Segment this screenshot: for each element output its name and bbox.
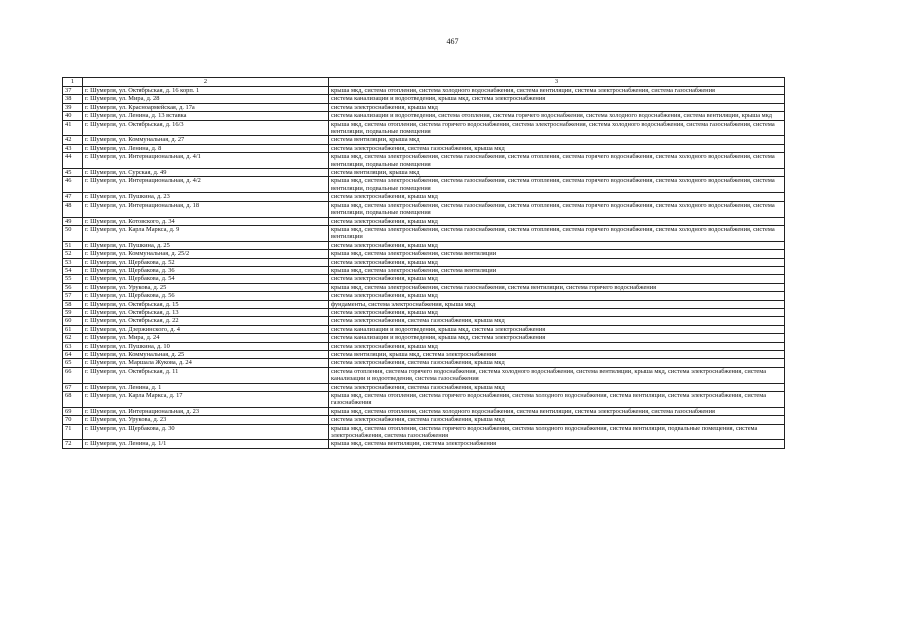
address-cell: г. Шумерля, ул. Ленина, д. 8 <box>83 144 329 152</box>
works-cell: система электроснабжения, крыша мкд <box>329 342 785 350</box>
works-cell: система электроснабжения, система газоснабжения, крыша мкд <box>329 359 785 367</box>
works-cell: система канализации и водоотведения, крыша мкд, система электроснабжения <box>329 95 785 103</box>
works-cell: система электроснабжения, система газоснабжения, крыша мкд <box>329 144 785 152</box>
row-number-cell: 37 <box>63 87 83 95</box>
row-number-cell: 40 <box>63 112 83 120</box>
address-cell: г. Шумерля, ул. Октябрьская, д. 13 <box>83 308 329 316</box>
table-row <box>63 241 785 249</box>
table-row <box>63 112 785 120</box>
table-row <box>63 120 785 136</box>
works-cell: крыша мкд, система отопления, система горячего водоснабжения, система холодного водоснабжения, система вентиляции, подвальные помещения, система электроснабжения, система газоснабжения <box>329 424 785 440</box>
address-cell: г. Шумерля, ул. Коммунальная, д. 25/2 <box>83 250 329 258</box>
page-number: 467 <box>446 37 459 46</box>
works-cell: крыша мкд, система электроснабжения, система газоснабжения, система вентиляции, система горячего водоснабжения <box>329 283 785 291</box>
row-number-cell: 63 <box>63 342 83 350</box>
works-cell: крыша мкд, система электроснабжения, система газоснабжения, система отопления, система горячего водоснабжения, система холодного водоснабжения, система вентиляции <box>329 225 785 241</box>
row-number-cell: 62 <box>63 334 83 342</box>
address-cell: г. Шумерля, ул. Урукова, д. 25 <box>83 283 329 291</box>
address-cell: г. Шумерля, ул. Октябрьская, д. 16 корп. 1 <box>83 87 329 95</box>
table-row <box>63 258 785 266</box>
address-cell: г. Шумерля, ул. Щербакова, д. 36 <box>83 266 329 274</box>
table-row <box>63 359 785 367</box>
table-body <box>63 87 785 449</box>
works-cell: крыша мкд, система отопления, система горячего водоснабжения, система холодного водоснабжения, система вентиляции, система электроснабжения, система газоснабжения <box>329 392 785 408</box>
works-cell: крыша мкд, система электроснабжения, система вентиляции <box>329 266 785 274</box>
row-number-cell: 56 <box>63 283 83 291</box>
address-cell: г. Шумерля, ул. Щербакова, д. 52 <box>83 258 329 266</box>
row-number-cell: 61 <box>63 325 83 333</box>
row-number-cell: 60 <box>63 317 83 325</box>
row-number-cell: 38 <box>63 95 83 103</box>
table-header-row <box>63 78 785 87</box>
header-cell-1: 1 <box>63 78 83 87</box>
table-row <box>63 169 785 177</box>
works-cell: система вентиляции, крыша мкд <box>329 169 785 177</box>
address-cell: г. Шумерля, ул. Сурская, д. 49 <box>83 169 329 177</box>
row-number-cell: 68 <box>63 392 83 408</box>
address-cell: г. Шумерля, ул. Пушкина, д. 25 <box>83 241 329 249</box>
address-cell: г. Шумерля, ул. Пушкина, д. 23 <box>83 193 329 201</box>
works-cell: система электроснабжения, крыша мкд <box>329 308 785 316</box>
address-cell: г. Шумерля, ул. Коммунальная, д. 27 <box>83 136 329 144</box>
address-cell: г. Шумерля, ул. Ленина, д. 1/1 <box>83 440 329 448</box>
works-cell: система канализации и водоотведения, крыша мкд, система электроснабжения <box>329 325 785 333</box>
works-cell: фундаменты, система электроснабжения, крыша мкд <box>329 300 785 308</box>
works-table <box>62 77 785 449</box>
works-cell: крыша мкд, система вентиляции, система электроснабжения <box>329 440 785 448</box>
address-cell: г. Шумерля, ул. Мира, д. 24 <box>83 334 329 342</box>
table-row <box>63 201 785 217</box>
table-row <box>63 266 785 274</box>
address-cell: г. Шумерля, ул. Ленина, д. 1 <box>83 383 329 391</box>
table-row <box>63 95 785 103</box>
works-cell: система электроснабжения, крыша мкд <box>329 193 785 201</box>
address-cell: г. Шумерля, ул. Ленина, д. 13 вставка <box>83 112 329 120</box>
table-row <box>63 325 785 333</box>
works-cell: крыша мкд, система отопления, система холодного водоснабжения, система вентиляции, система электроснабжения, система газоснабжения <box>329 87 785 95</box>
table-row <box>63 275 785 283</box>
works-cell: крыша мкд, система отопления, система горячего водоснабжения, система электроснабжения, система холодного водоснабжения, система газоснабжения, система вентиляции, подвальные помещения <box>329 120 785 136</box>
table-row <box>63 308 785 316</box>
works-cell: крыша мкд, система отопления, система холодного водоснабжения, система вентиляции, система электроснабжения, система газоснабжения <box>329 407 785 415</box>
table-row <box>63 250 785 258</box>
row-number-cell: 65 <box>63 359 83 367</box>
row-number-cell: 64 <box>63 351 83 359</box>
works-cell: крыша мкд, система электроснабжения, система газоснабжения, система отопления, система горячего водоснабжения, система холодного водоснабжения, система вентиляции, подвальные помещения <box>329 153 785 169</box>
works-cell: система электроснабжения, крыша мкд <box>329 217 785 225</box>
address-cell: г. Шумерля, ул. Маршала Жукова, д. 24 <box>83 359 329 367</box>
row-number-cell: 69 <box>63 407 83 415</box>
works-cell: система электроснабжения, крыша мкд <box>329 275 785 283</box>
row-number-cell: 66 <box>63 367 83 383</box>
works-cell: система электроснабжения, система газоснабжения, крыша мкд <box>329 416 785 424</box>
address-cell: г. Шумерля, ул. Урукова, д. 23 <box>83 416 329 424</box>
address-cell: г. Шумерля, ул. Октябрьская, д. 11 <box>83 367 329 383</box>
row-number-cell: 57 <box>63 292 83 300</box>
works-cell: система отопления, система горячего водоснабжения, система холодного водоснабжения, система вентиляции, крыша мкд, система электроснабжения, система канализации и водоотведения, система газоснабжения <box>329 367 785 383</box>
row-number-cell: 51 <box>63 241 83 249</box>
table-row <box>63 225 785 241</box>
table-row <box>63 193 785 201</box>
works-cell: система электроснабжения, система газоснабжения, крыша мкд <box>329 317 785 325</box>
works-cell: система электроснабжения, крыша мкд <box>329 292 785 300</box>
header-cell-2: 2 <box>83 78 329 87</box>
table-row <box>63 153 785 169</box>
table-row <box>63 367 785 383</box>
works-cell: система канализации и водоотведения, система отопления, система горячего водоснабжения, система холодного водоснабжения, система вентиляции, крыша мкд <box>329 112 785 120</box>
works-cell: крыша мкд, система электроснабжения, система газоснабжения, система отопления, система горячего водоснабжения, система холодного водоснабжения, система вентиляции, подвальные помещения <box>329 177 785 193</box>
address-cell: г. Шумерля, ул. Октябрьская, д. 16/3 <box>83 120 329 136</box>
address-cell: г. Шумерля, ул. Котовского, д. 34 <box>83 217 329 225</box>
row-number-cell: 45 <box>63 169 83 177</box>
row-number-cell: 70 <box>63 416 83 424</box>
works-cell: система канализации и водоотведения, крыша мкд, система электроснабжения <box>329 334 785 342</box>
address-cell: г. Шумерля, ул. Интернациональная, д. 23 <box>83 407 329 415</box>
works-cell: крыша мкд, система электроснабжения, система газоснабжения, система отопления, система горячего водоснабжения, система холодного водоснабжения, система вентиляции, подвальные помещения <box>329 201 785 217</box>
table-row <box>63 407 785 415</box>
address-cell: г. Шумерля, ул. Щербакова, д. 56 <box>83 292 329 300</box>
row-number-cell: 42 <box>63 136 83 144</box>
row-number-cell: 43 <box>63 144 83 152</box>
works-cell: система электроснабжения, крыша мкд <box>329 241 785 249</box>
table-row <box>63 136 785 144</box>
table-row <box>63 334 785 342</box>
table-row <box>63 416 785 424</box>
row-number-cell: 52 <box>63 250 83 258</box>
table-row <box>63 292 785 300</box>
address-cell: г. Шумерля, ул. Октябрьская, д. 15 <box>83 300 329 308</box>
row-number-cell: 41 <box>63 120 83 136</box>
works-cell: система вентиляции, крыша мкд <box>329 136 785 144</box>
works-cell: система электроснабжения, система газоснабжения, крыша мкд <box>329 383 785 391</box>
address-cell: г. Шумерля, ул. Карла Маркса, д. 17 <box>83 392 329 408</box>
works-cell: система вентиляции, крыша мкд, система электроснабжения <box>329 351 785 359</box>
address-cell: г. Шумерля, ул. Коммунальная, д. 25 <box>83 351 329 359</box>
table-row <box>63 177 785 193</box>
works-cell: система электроснабжения, крыша мкд <box>329 103 785 111</box>
row-number-cell: 53 <box>63 258 83 266</box>
table-row <box>63 283 785 291</box>
table-row <box>63 424 785 440</box>
row-number-cell: 59 <box>63 308 83 316</box>
row-number-cell: 39 <box>63 103 83 111</box>
address-cell: г. Шумерля, ул. Мира, д. 28 <box>83 95 329 103</box>
address-cell: г. Шумерля, ул. Октябрьская, д. 22 <box>83 317 329 325</box>
table-row <box>63 317 785 325</box>
address-cell: г. Шумерля, ул. Карла Маркса, д. 9 <box>83 225 329 241</box>
address-cell: г. Шумерля, ул. Интернациональная, д. 18 <box>83 201 329 217</box>
table-row <box>63 392 785 408</box>
address-cell: г. Шумерля, ул. Дзержинского, д. 4 <box>83 325 329 333</box>
row-number-cell: 44 <box>63 153 83 169</box>
row-number-cell: 67 <box>63 383 83 391</box>
table-row <box>63 351 785 359</box>
header-cell-3: 3 <box>329 78 785 87</box>
table-row <box>63 217 785 225</box>
row-number-cell: 48 <box>63 201 83 217</box>
address-cell: г. Шумерля, ул. Щербакова, д. 30 <box>83 424 329 440</box>
works-cell: крыша мкд, система электроснабжения, система вентиляции <box>329 250 785 258</box>
table-row <box>63 383 785 391</box>
row-number-cell: 49 <box>63 217 83 225</box>
table-row <box>63 87 785 95</box>
address-cell: г. Шумерля, ул. Щербакова, д. 54 <box>83 275 329 283</box>
table-row <box>63 440 785 448</box>
row-number-cell: 58 <box>63 300 83 308</box>
address-cell: г. Шумерля, ул. Красноармейская, д. 17а <box>83 103 329 111</box>
table-row <box>63 300 785 308</box>
table-row <box>63 144 785 152</box>
address-cell: г. Шумерля, ул. Интернациональная, д. 4/1 <box>83 153 329 169</box>
row-number-cell: 71 <box>63 424 83 440</box>
works-cell: система электроснабжения, крыша мкд <box>329 258 785 266</box>
address-cell: г. Шумерля, ул. Интернациональная, д. 4/2 <box>83 177 329 193</box>
table-row <box>63 342 785 350</box>
row-number-cell: 47 <box>63 193 83 201</box>
row-number-cell: 55 <box>63 275 83 283</box>
row-number-cell: 54 <box>63 266 83 274</box>
row-number-cell: 72 <box>63 440 83 448</box>
address-cell: г. Шумерля, ул. Пушкина, д. 10 <box>83 342 329 350</box>
row-number-cell: 46 <box>63 177 83 193</box>
row-number-cell: 50 <box>63 225 83 241</box>
table-row <box>63 103 785 111</box>
